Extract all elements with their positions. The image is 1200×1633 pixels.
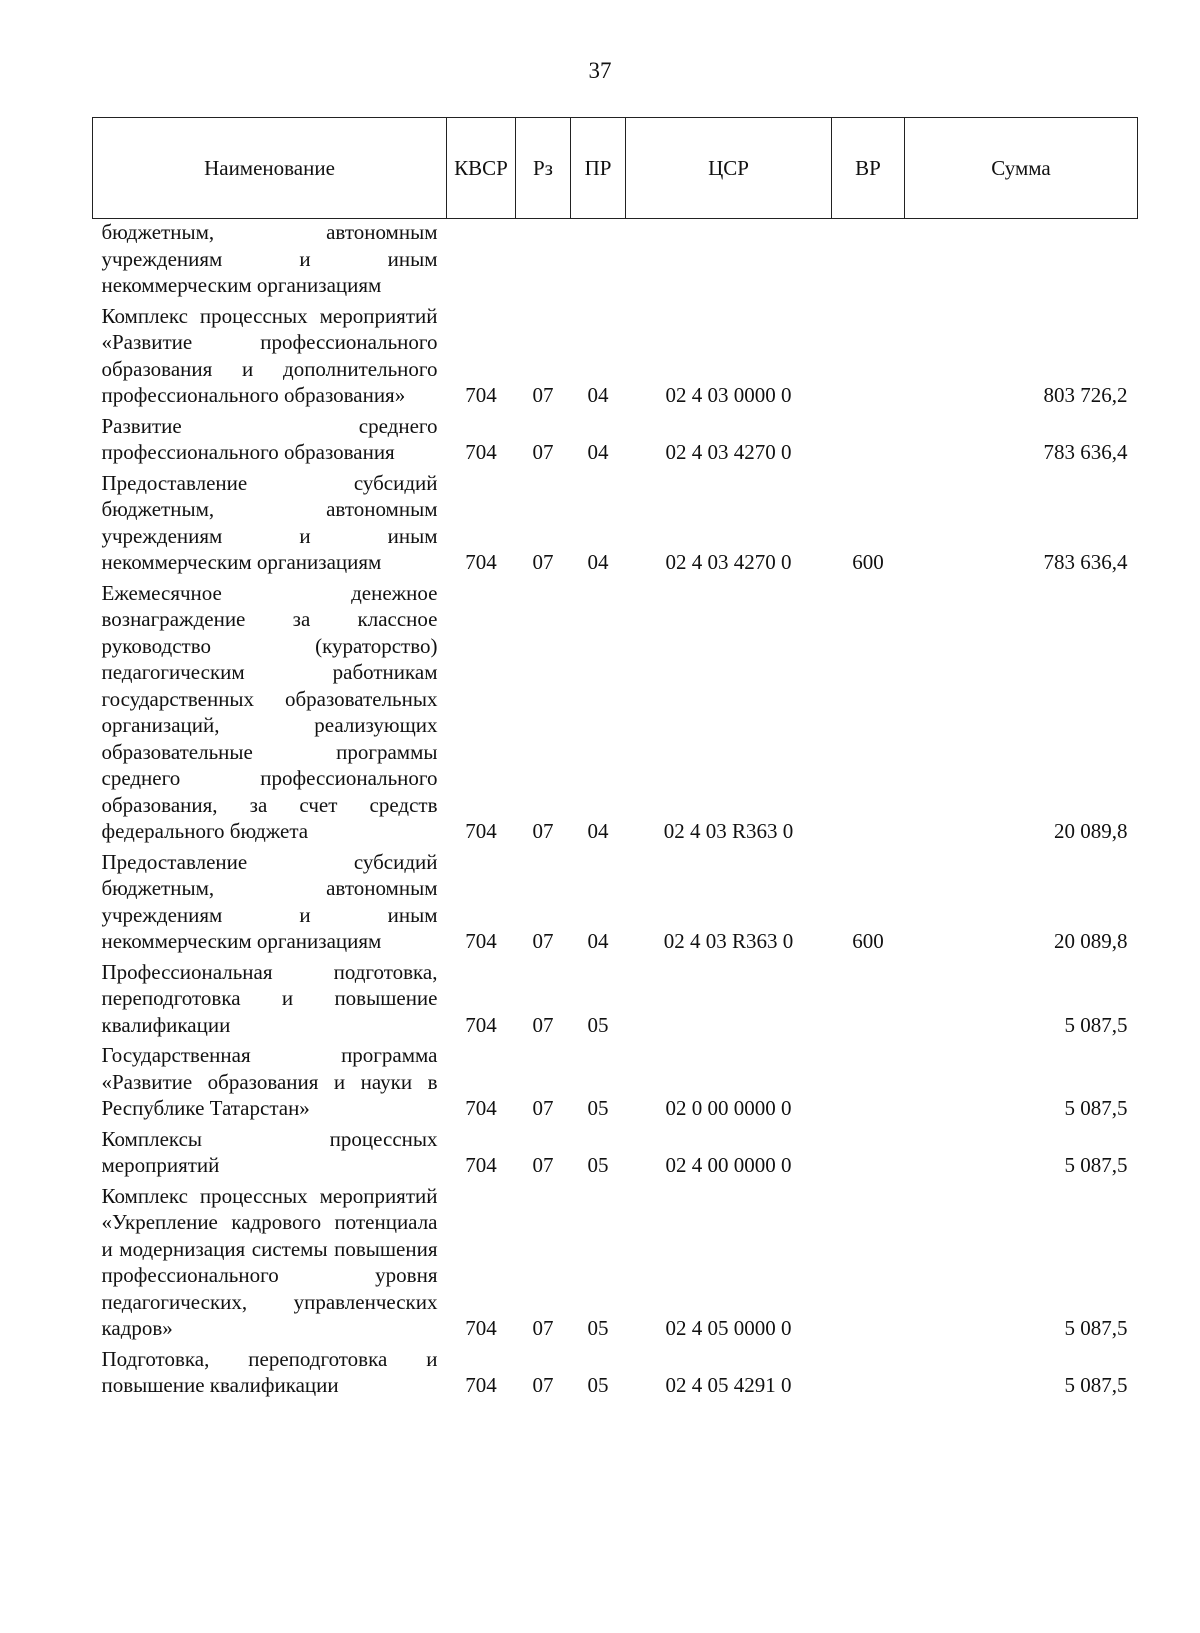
row-name: Комплекс процессных мероприятий «Развитие профессионального образования и дополнительного профессионального образования» <box>101 303 438 407</box>
header-kvsr: КВСР <box>447 118 516 219</box>
row-pr: 04 <box>587 440 609 464</box>
row-vr: 600 <box>852 929 884 953</box>
row-csr: 02 4 03 0000 0 <box>665 383 792 407</box>
row-pr <box>571 219 626 303</box>
row-csr <box>626 959 832 1043</box>
row-kvsr: 704 <box>465 1096 497 1120</box>
row-csr: 02 4 03 4270 0 <box>665 440 792 464</box>
row-pr: 05 <box>587 1316 609 1340</box>
table-row <box>93 1126 1138 1183</box>
table-row <box>93 849 1138 959</box>
row-rz: 07 <box>532 1096 554 1120</box>
row-sum: 5 087,5 <box>1064 1096 1128 1120</box>
header-rz: Рз <box>516 118 571 219</box>
row-csr: 02 4 03 R363 0 <box>663 819 794 843</box>
row-sum: 5 087,5 <box>1064 1316 1128 1340</box>
row-rz: 07 <box>532 1153 554 1177</box>
row-sum: 20 089,8 <box>1054 819 1128 843</box>
row-vr <box>832 1126 905 1183</box>
row-kvsr: 704 <box>465 1373 497 1397</box>
row-kvsr: 704 <box>465 929 497 953</box>
row-name: Развитие среднего профессионального образования <box>101 413 438 464</box>
row-pr: 05 <box>587 1096 609 1120</box>
row-sum: 783 636,4 <box>1043 550 1128 574</box>
row-rz: 07 <box>532 1373 554 1397</box>
row-rz: 07 <box>532 819 554 843</box>
row-pr: 04 <box>587 550 609 574</box>
row-vr <box>832 1183 905 1346</box>
row-name: Предоставление субсидий бюджетным, автономным учреждениям и иным некоммерческим организациям <box>101 849 438 953</box>
row-vr <box>832 580 905 849</box>
row-rz: 07 <box>532 929 554 953</box>
row-pr: 05 <box>587 1153 609 1177</box>
row-sum: 5 087,5 <box>1064 1153 1128 1177</box>
table-row <box>93 219 1138 303</box>
row-pr: 05 <box>587 1012 609 1037</box>
row-kvsr: 704 <box>465 1012 497 1037</box>
row-rz: 07 <box>532 440 554 464</box>
table-row <box>93 303 1138 413</box>
row-kvsr: 704 <box>465 440 497 464</box>
table-row <box>93 1183 1138 1346</box>
row-name: Ежемесячное денежное вознаграждение за классное руководство (кураторство) педагогическим работникам государственных образовательных организаций, реализующих образовательные программы среднего профессионального образования, за счет средств федерального бюджета <box>101 580 438 843</box>
row-name: Профессиональная подготовка, переподготовка и повышение квалификации <box>101 959 438 1037</box>
row-vr <box>832 1346 905 1403</box>
row-rz: 07 <box>532 383 554 407</box>
row-sum: 783 636,4 <box>1043 440 1128 464</box>
table-row <box>93 1042 1138 1126</box>
row-pr: 04 <box>587 383 609 407</box>
header-name: Наименование <box>93 118 447 219</box>
row-kvsr: 704 <box>465 383 497 407</box>
row-sum: 803 726,2 <box>1043 383 1128 407</box>
row-sum: 5 087,5 <box>1064 1373 1128 1397</box>
table-header-row <box>93 118 1138 219</box>
row-csr: 02 4 05 4291 0 <box>665 1373 792 1397</box>
row-sum: 5 087,5 <box>1064 1012 1128 1037</box>
budget-table <box>92 117 1138 1403</box>
row-kvsr: 704 <box>465 550 497 574</box>
row-csr: 02 0 00 0000 0 <box>665 1096 792 1120</box>
row-kvsr <box>447 219 516 303</box>
header-pr: ПР <box>571 118 626 219</box>
row-vr <box>832 1042 905 1126</box>
row-vr <box>832 219 905 303</box>
header-vr: ВР <box>832 118 905 219</box>
row-name: Государственная программа «Развитие образования и науки в Республике Татарстан» <box>101 1043 438 1120</box>
row-name: Предоставление субсидий бюджетным, автономным учреждениям и иным некоммерческим организациям <box>101 470 438 574</box>
row-pr: 04 <box>587 819 609 843</box>
header-sum: Сумма <box>905 118 1138 219</box>
row-rz: 07 <box>532 1316 554 1340</box>
row-name: бюджетным, автономным учреждениям и иным некоммерческим организациям <box>101 220 438 297</box>
row-csr: 02 4 05 0000 0 <box>665 1316 792 1340</box>
row-csr: 02 4 03 R363 0 <box>663 929 794 953</box>
row-name: Комплекс процессных мероприятий «Укрепление кадрового потенциала и модернизация системы повышения профессионального уровня педагогических, управленческих кадров» <box>101 1183 438 1340</box>
row-csr: 02 4 00 0000 0 <box>665 1153 792 1177</box>
row-sum <box>905 219 1138 303</box>
row-sum: 20 089,8 <box>1054 929 1128 953</box>
header-csr: ЦСР <box>626 118 832 219</box>
row-pr: 05 <box>587 1373 609 1397</box>
row-name: Комплексы процессных мероприятий <box>101 1126 438 1177</box>
page-number: 37 <box>588 58 612 83</box>
row-rz: 07 <box>532 550 554 574</box>
table-row <box>93 580 1138 849</box>
row-csr <box>626 219 832 303</box>
row-vr: 600 <box>852 550 884 574</box>
row-name: Подготовка, переподготовка и повышение квалификации <box>101 1346 438 1397</box>
table-row <box>93 959 1138 1043</box>
row-kvsr: 704 <box>465 819 497 843</box>
row-pr: 04 <box>587 929 609 953</box>
table-row <box>93 470 1138 580</box>
row-csr: 02 4 03 4270 0 <box>665 550 792 574</box>
row-vr <box>832 413 905 470</box>
table-row <box>93 1346 1138 1403</box>
row-vr <box>832 303 905 413</box>
table-row <box>93 413 1138 470</box>
row-kvsr: 704 <box>465 1316 497 1340</box>
row-kvsr: 704 <box>465 1153 497 1177</box>
row-vr <box>832 959 905 1043</box>
row-rz: 07 <box>532 1012 554 1037</box>
row-rz <box>516 219 571 303</box>
